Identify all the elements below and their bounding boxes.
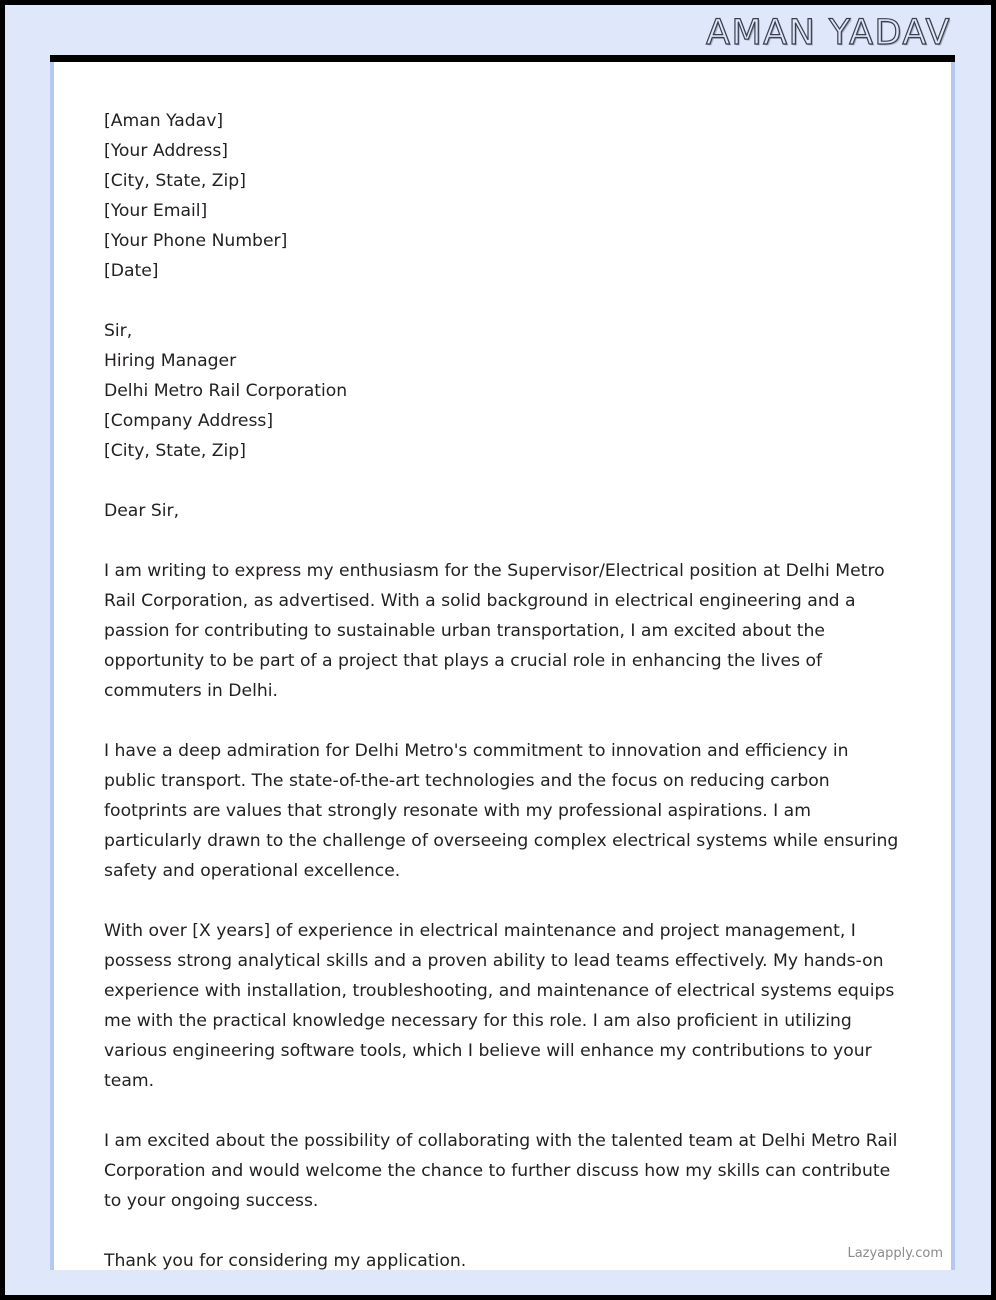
recipient-address-block <box>104 316 901 466</box>
body-paragraph: I am excited about the possibility of collaborating with the talented team at Delhi Metro Rail Corporation and would welcome the chance to further discuss how my skills can contribute to your ongoing success. <box>104 1131 898 1211</box>
sender-address-block <box>104 106 901 286</box>
lazyapply-watermark: Lazyapply.com <box>847 1246 943 1261</box>
letter-content <box>104 106 901 1270</box>
block-spacer <box>104 1216 901 1246</box>
candidate-name-heading: AMAN YADAV <box>706 13 951 53</box>
block-spacer <box>104 526 901 556</box>
body-paragraph: I have a deep admiration for Delhi Metro's commitment to innovation and efficiency in public transport. The state-of-the-art technologies and the focus on reducing carbon footprints are values that strongly resonate with my professional aspirations. I am particularly drawn to the challenge of overseeing complex electrical systems while ensuring safety and operational excellence. <box>104 741 899 881</box>
recipient-line: Sir, <box>104 321 133 341</box>
sender-line: [Your Address] <box>104 141 229 161</box>
block-spacer <box>104 466 901 496</box>
recipient-line: Hiring Manager <box>104 351 237 371</box>
sender-line: [City, State, Zip] <box>104 171 246 191</box>
sender-line: [Your Phone Number] <box>104 231 288 251</box>
recipient-line: [Company Address] <box>104 411 274 431</box>
letter-page <box>54 62 951 1270</box>
page-right-edge <box>951 62 955 1270</box>
body-paragraph: With over [X years] of experience in electrical maintenance and project management, I possess strong analytical skills and a proven ability to lead teams effectively. My hands-on experience with installation, troubleshooting, and maintenance of electrical systems equips me with the practical knowledge necessary for this role. I am also proficient in utilizing various engineering software tools, which I believe will enhance my contributions to your team. <box>104 921 895 1091</box>
recipient-line: Delhi Metro Rail Corporation <box>104 381 348 401</box>
page-top-rule <box>50 55 955 62</box>
block-spacer <box>104 706 901 736</box>
salutation: Dear Sir, <box>104 501 180 521</box>
sender-line: [Your Email] <box>104 201 208 221</box>
sender-line: [Aman Yadav] <box>104 111 224 131</box>
sender-line: [Date] <box>104 261 159 281</box>
block-spacer <box>104 286 901 316</box>
recipient-line: [City, State, Zip] <box>104 441 246 461</box>
block-spacer <box>104 1096 901 1126</box>
body-paragraph: I am writing to express my enthusiasm for the Supervisor/Electrical position at Delhi Metro Rail Corporation, as advertised. With a solid background in electrical engineering and a passion for contributing to sustainable urban transportation, I am excited about the opportunity to be part of a project that plays a crucial role in enhancing the lives of commuters in Delhi. <box>104 561 885 701</box>
closing-thanks: Thank you for considering my application. <box>104 1251 467 1270</box>
block-spacer <box>104 886 901 916</box>
header-band <box>10 10 996 57</box>
